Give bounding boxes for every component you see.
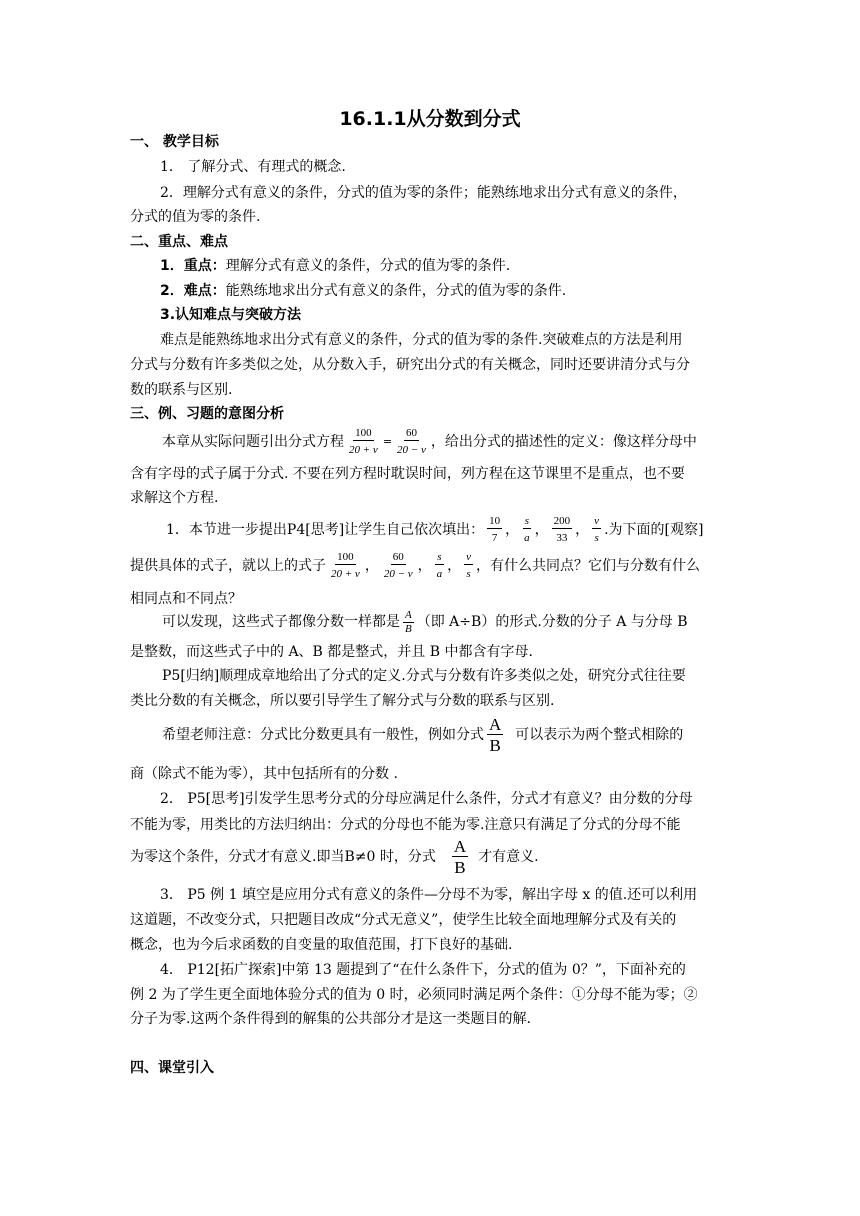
text: ，有什么共同点？它们与分数有什么 <box>476 558 701 574</box>
analysis-p2-line3: 相同点和不同点？ <box>130 591 242 607</box>
separator: ， <box>417 558 432 574</box>
difficulty-label: 2．难点： <box>160 283 226 299</box>
denominator: a <box>436 568 443 580</box>
fraction-s-over-a <box>435 551 445 581</box>
analysis-p8-line3: 分子为零.这两个条件得到的解集的公共部分才是这一类题目的解. <box>130 1011 531 1027</box>
text: 可以表示为两个整式相除的 <box>515 727 684 743</box>
key-point-label: 1．重点： <box>160 258 226 274</box>
section-heading-intro: 四、课堂引入 <box>130 1060 214 1076</box>
goal-item-1: 1． 了解分式、有理式的概念. <box>160 159 346 175</box>
difficulty-text: 能熟练地求出分式有意义的条件，分式的值为零的条件. <box>225 283 567 299</box>
text: 1．本节进一步提出P4[思考]让学生自己依次填出： <box>166 522 485 538</box>
fraction-big-a-over-b <box>487 715 503 755</box>
goal-item-2-line1: 2．理解分式有意义的条件，分式的值为零的条件；能熟练地求出分式有意义的条件， <box>160 185 687 201</box>
numerator: A <box>453 837 467 856</box>
analysis-p4-line2: 类比分数的有关概念，所以要引导学生了解分式与分数的联系与区别. <box>130 693 555 709</box>
denominator: 20 − v <box>397 444 426 456</box>
text: 才有意义. <box>478 849 539 865</box>
numerator: s <box>524 515 530 527</box>
method-heading: 3.认知难点与突破方法 <box>160 307 302 323</box>
analysis-p1-line3: 求解这个方程. <box>130 490 219 506</box>
method-line2: 分式与分数有许多类似之处，从分数入手，研究出分式的有关概念，同时还要讲清分式与分 <box>130 357 690 373</box>
numerator: A <box>405 608 412 621</box>
separator: ， <box>575 522 590 538</box>
analysis-p4-line1: P5[归纳]顺理成章地给出了分式的定义.分式与分数有许多类似之处，研究分式往往要 <box>162 668 686 684</box>
analysis-p6-line1: 2． P5[思考]引发学生思考分式的分母应满足什么条件，分式才有意义？由分数的分母 <box>160 791 693 807</box>
denominator: 20 + v <box>349 444 378 456</box>
fraction-v-over-s <box>464 551 473 581</box>
separator: ， <box>447 558 462 574</box>
denominator: B <box>405 622 412 635</box>
numerator: s <box>437 551 442 563</box>
text: 提供具体的式子，就以上的式子 <box>130 558 326 574</box>
text: 本章从实际问题引出分式方程 <box>162 434 344 450</box>
denominator: a <box>524 532 530 544</box>
analysis-p7-line2: 这道题，不改变分式，只把题目改成“分式无意义”，使学生比较全面地理解分式及有关的 <box>130 912 677 928</box>
fraction-10-over-7 <box>487 515 502 545</box>
text: 希望老师注意：分式比分数更具有一般性，例如分式 <box>162 727 484 743</box>
numerator: 100 <box>337 551 354 563</box>
denominator: 20 − v <box>383 568 413 580</box>
analysis-p8-line1: 4． P12[拓广探索]中第 13 题提到了“在什么条件下，分式的值为 0？”，下面补充的 <box>160 962 686 978</box>
denominator: s <box>466 568 471 580</box>
analysis-p6-line2: 不能为零，用类比的方法归纳出：分式的分母也不能为零.注意只有满足了分式的分母不能 <box>130 817 681 833</box>
denominator: 20 + v <box>331 568 360 580</box>
analysis-p3-line2: 是整数，而这些式子中的 A、B 都是整式，并且 B 中都含有字母. <box>130 644 533 660</box>
fraction-100-over-20-plus-v <box>347 427 380 457</box>
denominator: 33 <box>556 532 568 544</box>
key-point-text: 理解分式有意义的条件，分式的值为零的条件. <box>225 258 511 274</box>
section-heading-key-points: 二、重点、难点 <box>130 234 228 250</box>
numerator: v <box>466 551 472 563</box>
section-heading-goals: 一、 教学目标 <box>130 134 219 150</box>
analysis-p7-line1: 3． P5 例 1 填空是应用分式有意义的条件—分母不为零，解出字母 x 的值.还可以利用 <box>160 887 698 903</box>
fraction-big-a-over-b <box>452 837 468 877</box>
fraction-v-over-s <box>592 515 601 545</box>
text: （即 A÷B）的形式.分数的分子 A 与分母 B <box>416 614 688 630</box>
goal-item-2-line2: 分式的值为零的条件. <box>130 209 261 225</box>
analysis-p2-line1 <box>166 512 703 548</box>
fraction-100-over-20-plus-v <box>329 551 362 581</box>
numerator: 10 <box>489 515 501 527</box>
text: 可以发现，这些式子都像分数一样都是 <box>162 614 400 630</box>
analysis-p5-line1 <box>162 714 683 756</box>
numerator: 60 <box>392 551 404 563</box>
analysis-p7-line3: 概念，也为今后求函数的自变量的取值范围，打下良好的基础. <box>130 937 513 953</box>
text: ，给出分式的描述性的定义：像这样分母中 <box>430 434 697 450</box>
analysis-p1-line2: 含有字母的式子属于分式. 不要在列方程时耽误时间，列方程在这节课里不是重点，也不要 <box>130 466 685 482</box>
difficulty-item <box>160 281 566 301</box>
numerator: v <box>594 515 600 527</box>
fraction-60-over-20-minus-v <box>382 551 415 581</box>
text: .为下面的[观察] <box>604 522 704 538</box>
fraction-a-over-b <box>403 609 414 636</box>
separator: ， <box>534 522 549 538</box>
analysis-p1-line1 <box>162 426 697 458</box>
fraction-200-over-33 <box>552 515 573 545</box>
page-title: 16.1.1从分数到分式 <box>339 108 521 130</box>
method-line1: 难点是能熟练地求出分式有意义的条件，分式的值为零的条件.突破难点的方法是利用 <box>160 332 683 348</box>
denominator: B <box>489 736 501 755</box>
numerator: 60 <box>405 427 417 439</box>
numerator: 100 <box>355 427 372 439</box>
fraction-60-over-20-minus-v <box>395 427 428 457</box>
analysis-p3-line1 <box>162 606 688 638</box>
analysis-p2-line2 <box>130 548 700 584</box>
separator: ， <box>505 522 520 538</box>
numerator: A <box>489 715 502 734</box>
text: 为零这个条件，分式才有意义.即当B≠0 时，分式 <box>130 849 436 865</box>
denominator: s <box>594 532 599 544</box>
denominator: B <box>454 858 466 877</box>
numerator: 200 <box>553 515 571 527</box>
section-heading-analysis: 三、例、习题的意图分析 <box>130 406 284 422</box>
equals-sign: = <box>382 435 393 448</box>
separator: ， <box>364 558 379 574</box>
fraction-s-over-a <box>522 515 532 545</box>
analysis-p6-line3 <box>130 836 539 878</box>
key-point-item <box>160 256 510 276</box>
denominator: 7 <box>491 532 498 544</box>
analysis-p5-line2: 商（除式不能为零），其中包括所有的分数 . <box>130 766 398 782</box>
method-line3: 数的联系与区别. <box>130 382 233 398</box>
analysis-p8-line2: 例 2 为了学生更全面地体验分式的值为 0 时，必须同时满足两个条件：①分母不能为零；② <box>130 987 698 1003</box>
